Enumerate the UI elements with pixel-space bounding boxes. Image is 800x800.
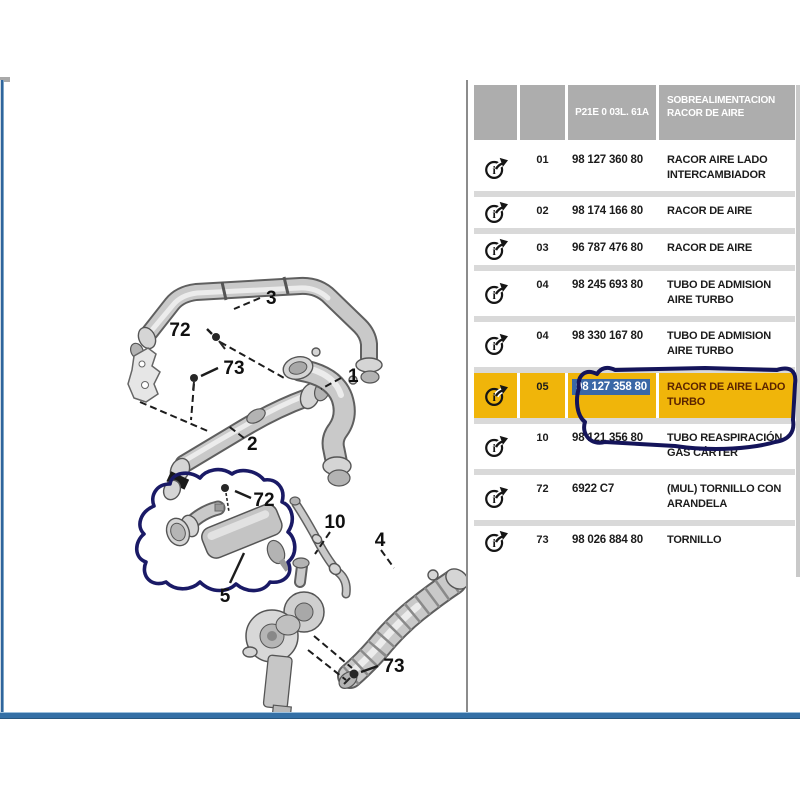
description-cell: RACOR DE AIRE LADO TURBO — [659, 373, 795, 418]
table-header-row — [474, 85, 795, 140]
info-cell[interactable] — [474, 322, 517, 367]
part-5-racor — [163, 501, 288, 570]
screw-73-top — [190, 374, 198, 390]
ref-cell: 72 — [536, 483, 549, 495]
part-number-cell[interactable]: 98 174 166 80 — [572, 205, 643, 217]
header-code-cell — [568, 85, 656, 140]
description-cell: RACOR AIRE LADO INTERCAMBIADOR — [667, 154, 768, 181]
diagram-label-1: 1 — [348, 366, 359, 387]
svg-text:i: i — [491, 287, 496, 302]
ref-cell: 03 — [536, 242, 549, 254]
part-1-elbow — [281, 348, 357, 486]
description-cell: TUBO DE ADMISION AIRE TURBO — [667, 279, 771, 306]
diagram-label-10: 10 — [324, 512, 346, 533]
info-cell[interactable] — [474, 146, 517, 191]
diagram-label-72-bottom: 72 — [253, 490, 275, 511]
part-number-cell[interactable]: 98 026 884 80 — [572, 534, 643, 546]
info-cell[interactable] — [474, 475, 517, 520]
table-body — [474, 146, 795, 557]
table-row[interactable] — [474, 424, 795, 469]
ref-cell: 04 — [536, 279, 549, 291]
diagram-label-4: 4 — [374, 530, 386, 551]
description-cell: RACOR DE AIRE — [667, 242, 752, 254]
ref-cell: 73 — [536, 534, 549, 546]
ref-cell: 10 — [536, 432, 549, 444]
header-code: P21E 0 03L. 61A — [575, 107, 649, 118]
screw-72-top — [212, 333, 225, 349]
part-number-cell[interactable]: 98 127 358 80 — [568, 373, 656, 418]
svg-text:i: i — [491, 338, 496, 353]
info-arrow-icon — [484, 333, 508, 357]
leader-5 — [230, 553, 244, 583]
svg-text:i: i — [491, 491, 496, 506]
info-arrow-icon — [484, 435, 508, 459]
svg-text:i: i — [491, 389, 496, 404]
part-number-cell[interactable]: 98 245 693 80 — [572, 279, 643, 291]
info-arrow-icon — [484, 530, 508, 554]
info-arrow-icon — [484, 201, 508, 225]
svg-text:i: i — [491, 162, 496, 177]
info-arrow-icon — [484, 282, 508, 306]
description-cell: (MUL) TORNILLO CON ARANDELA — [667, 483, 782, 510]
leader-72-bottom — [235, 491, 251, 498]
table-row[interactable] — [474, 271, 795, 316]
info-arrow-icon — [484, 486, 508, 510]
frame-bottom-bar — [0, 712, 800, 719]
part-3-pipe — [128, 277, 382, 383]
part-number-cell[interactable]: 98 121 356 80 — [572, 432, 643, 444]
header-ref-cell — [520, 85, 565, 140]
table-row[interactable] — [474, 197, 795, 228]
ref-cell: 04 — [536, 330, 549, 342]
leader-72-top — [207, 329, 212, 334]
info-cell[interactable] — [474, 271, 517, 316]
parts-diagram — [4, 80, 466, 712]
header-icon-cell — [474, 85, 517, 140]
part-number-cell[interactable]: 98 330 167 80 — [572, 330, 643, 342]
table-row[interactable] — [474, 526, 795, 557]
svg-text:i: i — [491, 535, 496, 550]
diagram-label-72-top: 72 — [169, 320, 191, 341]
table-row[interactable] — [474, 322, 795, 367]
ref-cell: 05 — [520, 373, 565, 418]
table-right-edge — [796, 85, 800, 577]
svg-text:i: i — [491, 206, 496, 221]
info-cell[interactable] — [474, 234, 517, 265]
diagram-label-73-top: 73 — [223, 358, 245, 379]
info-arrow-icon — [484, 384, 508, 408]
diagram-label-3: 3 — [266, 288, 277, 309]
table-row[interactable] — [474, 146, 795, 191]
info-cell[interactable] — [474, 197, 517, 228]
header-title-cell — [659, 85, 795, 140]
panel-divider — [466, 80, 468, 712]
ref-cell: 01 — [536, 154, 549, 166]
turbocharger — [243, 558, 352, 712]
part-number-cell[interactable]: 98 127 360 80 — [572, 154, 643, 166]
part-number-cell[interactable]: 96 787 476 80 — [572, 242, 643, 254]
info-cell[interactable] — [474, 526, 517, 557]
description-cell: TUBO DE ADMISION AIRE TURBO — [667, 330, 771, 357]
info-cell[interactable] — [474, 373, 517, 418]
header-title: SOBREALIMENTACION RACOR DE AIRE — [667, 95, 776, 119]
diagram-label-2: 2 — [247, 434, 258, 455]
part-number-cell[interactable]: 6922 C7 — [572, 483, 615, 495]
info-arrow-icon — [484, 157, 508, 181]
parts-diagram-panel — [4, 80, 466, 712]
diagram-label-73-bottom: 73 — [383, 656, 405, 677]
ref-cell: 02 — [536, 205, 549, 217]
description-cell: RACOR DE AIRE — [667, 205, 752, 217]
dashed-line — [140, 402, 210, 432]
leader-73-top — [201, 368, 218, 376]
parts-table — [474, 85, 795, 557]
table-row[interactable] — [474, 475, 795, 520]
info-arrow-icon — [484, 238, 508, 262]
leader-4 — [381, 550, 394, 568]
svg-text:i: i — [491, 440, 496, 455]
svg-text:i: i — [491, 243, 496, 258]
table-row[interactable] — [474, 234, 795, 265]
diagram-label-5: 5 — [219, 586, 231, 607]
description-cell: TUBO REASPIRACIÓN GAS CÁRTER — [667, 432, 783, 459]
description-cell: TORNILLO — [667, 534, 722, 546]
table-row[interactable] — [474, 373, 795, 418]
leader-3 — [234, 298, 260, 309]
info-cell[interactable] — [474, 424, 517, 469]
